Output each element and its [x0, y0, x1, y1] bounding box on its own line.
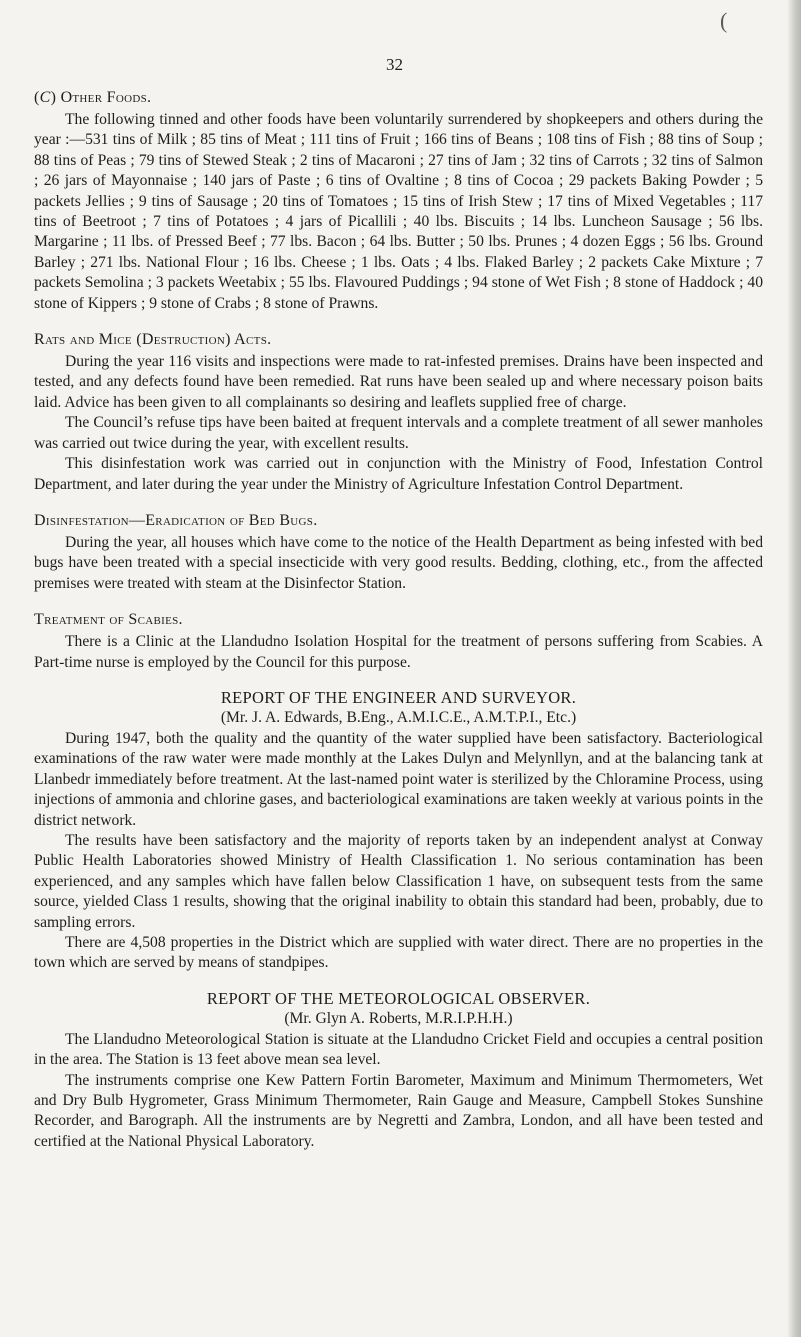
meteorological-paragraph-2: The instruments comprise one Kew Pattern Fortin Barometer, Maximum and Minimum Thermometers, Wet and Dry Bulb Hygrometer, Grass Minimum Thermometer, Rain Gauge and Measure, Campbell Stokes Sunshine Recorder, and Barograph. All the instruments are by Negretti and Zambra, London, and all have been tested and certified at the National Physical Laboratory. — [34, 1071, 763, 1150]
engineer-paragraph-3: There are 4,508 properties in the District which are supplied with water direct. There are no properties in the town which are served by means of standpipes. — [34, 934, 763, 972]
other-foods-heading: (C) Other Foods. — [34, 89, 152, 106]
other-foods-heading-text: Other Foods. — [60, 89, 152, 106]
engineer-paragraph-2: The results have been satisfactory and the majority of reports taken by an independent analyst at Conway Public Health Laboratories showed Ministry of Health Classification 1. No serious contamination has been experienced, and any samples which have fallen below Classification 1 have, on subsequent tests from the same source, yielded Class 1 results, showing that the original inability to obtain this standard had been, probably, due to sampling errors. — [34, 831, 763, 931]
rats-mice-paragraph-3: This disinfestation work was carried out in conjunction with the Ministry of Food, Infestation Control Department, and later during the year under the Ministry of Agriculture Infestation Control Department. — [34, 455, 763, 493]
other-foods-heading-label: C — [39, 89, 51, 106]
corner-mark: ( — [720, 8, 728, 33]
meteorological-report-title: REPORT OF THE METEOROLOGICAL OBSERVER. — [206, 988, 591, 1008]
meteorological-report-subtitle: (Mr. Glyn A. Roberts, M.R.I.P.H.H.) — [284, 1009, 513, 1027]
meteorological-paragraph-1: The Llandudno Meteorological Station is situate at the Llandudno Cricket Field and occupies a central position in the area. The Station is 13 feet above mean sea level. — [34, 1030, 763, 1069]
rats-mice-heading: Rats and Mice (Destruction) Acts. — [34, 331, 272, 349]
other-foods-paragraph: The following tinned and other foods have been voluntarily surrendered by shopkeepers and others during the year :—531 tins of Milk ; 85 tins of Meat ; 111 tins of Fruit ; 166 tins of Beans ; 108 tins of Fish ; 88 tins of Soup ; 88 tins of Peas ; 79 tins of Stewed Steak ; 2 tins of Macaroni ; 27 tins of Jam ; 32 tins of Carrots ; 32 tins of Salmon ; 26 jars of Mayonnaise ; 140 jars of Paste ; 6 tins of Ovaltine ; 8 tins of Cocoa ; 29 packets Baking Powder ; 5 packets Jellies ; 9 tins of Sausage ; 20 tins of Tomatoes ; 15 tins of Irish Stew ; 17 tins of Mixed Vegetables ; 117 tins of Beetroot ; 7 tins of Potatoes ; 4 jars of Picallili ; 40 lbs. Biscuits ; 14 lbs. Luncheon Sausage ; 56 lbs. Margarine ; 11 lbs. of Pressed Beef ; 77 lbs. Bacon ; 64 lbs. Butter ; 50 lbs. Prunes ; 4 dozen Eggs ; 56 lbs. Ground Barley ; 271 lbs. National Flour ; 16 lbs. Cheese ; 1 lbs. Oats ; 4 lbs. Flaked Barley ; 2 packets Cake Mixture ; 7 packets Semolina ; 3 packets Weetabix ; 55 lbs. Flavoured Puddings ; 94 stone of Wet Fish ; 8 stone of Haddock ; 40 stone of Kippers ; 9 stone of Crabs ; 8 stone of Prawns. — [34, 111, 763, 312]
engineer-report-title: REPORT OF THE ENGINEER AND SURVEYOR. — [220, 687, 577, 707]
rats-mice-paragraph-1: During the year 116 visits and inspections were made to rat-infested premises. Drains have been inspected and tested, and any defects found have been remedied. Rat runs have been sealed up and where necessary poison baits laid. Advice has been given to all complainants so desiring and leaflets supplied free of charge. — [34, 353, 763, 411]
scabies-paragraph: There is a Clinic at the Llandudno Isolation Hospital for the treatment of persons suffering from Scabies. A Part-time nurse is employed by the Council for this purpose. — [34, 633, 763, 671]
page-number: 32 — [386, 55, 403, 74]
bed-bugs-paragraph: During the year, all houses which have come to the notice of the Health Department as being infested with bed bugs have been treated with a special insecticide with very good results. Bedding, clothing, etc., from the affected premises were treated with steam at the Disinfector Station. — [34, 533, 763, 592]
bed-bugs-heading: Disinfestation—Eradication of Bed Bugs. — [34, 511, 318, 529]
engineer-paragraph-1: During 1947, both the quality and the quantity of the water supplied have been satisfactory. Bacteriological examinations of the raw water were made monthly at the Lakes Dulyn and Melynllyn, and at the balancing tank at Llanbedr immediately before treatment. At the last-named point water is sterilized by the Chloramine Process, using injections of ammonia and chlorine gases, and bacteriological examinations are taken weekly at various points in the district network. — [34, 729, 763, 829]
engineer-report-subtitle: (Mr. J. A. Edwards, B.Eng., A.M.I.C.E., A.M.T.P.I., Etc.) — [220, 708, 577, 726]
scabies-heading: Treatment of Scabies. — [34, 611, 183, 629]
rats-mice-paragraph-2: The Council’s refuse tips have been baited at frequent intervals and a complete treatment of all sewer manholes was carried out twice during the year, with excellent results. — [34, 414, 763, 452]
